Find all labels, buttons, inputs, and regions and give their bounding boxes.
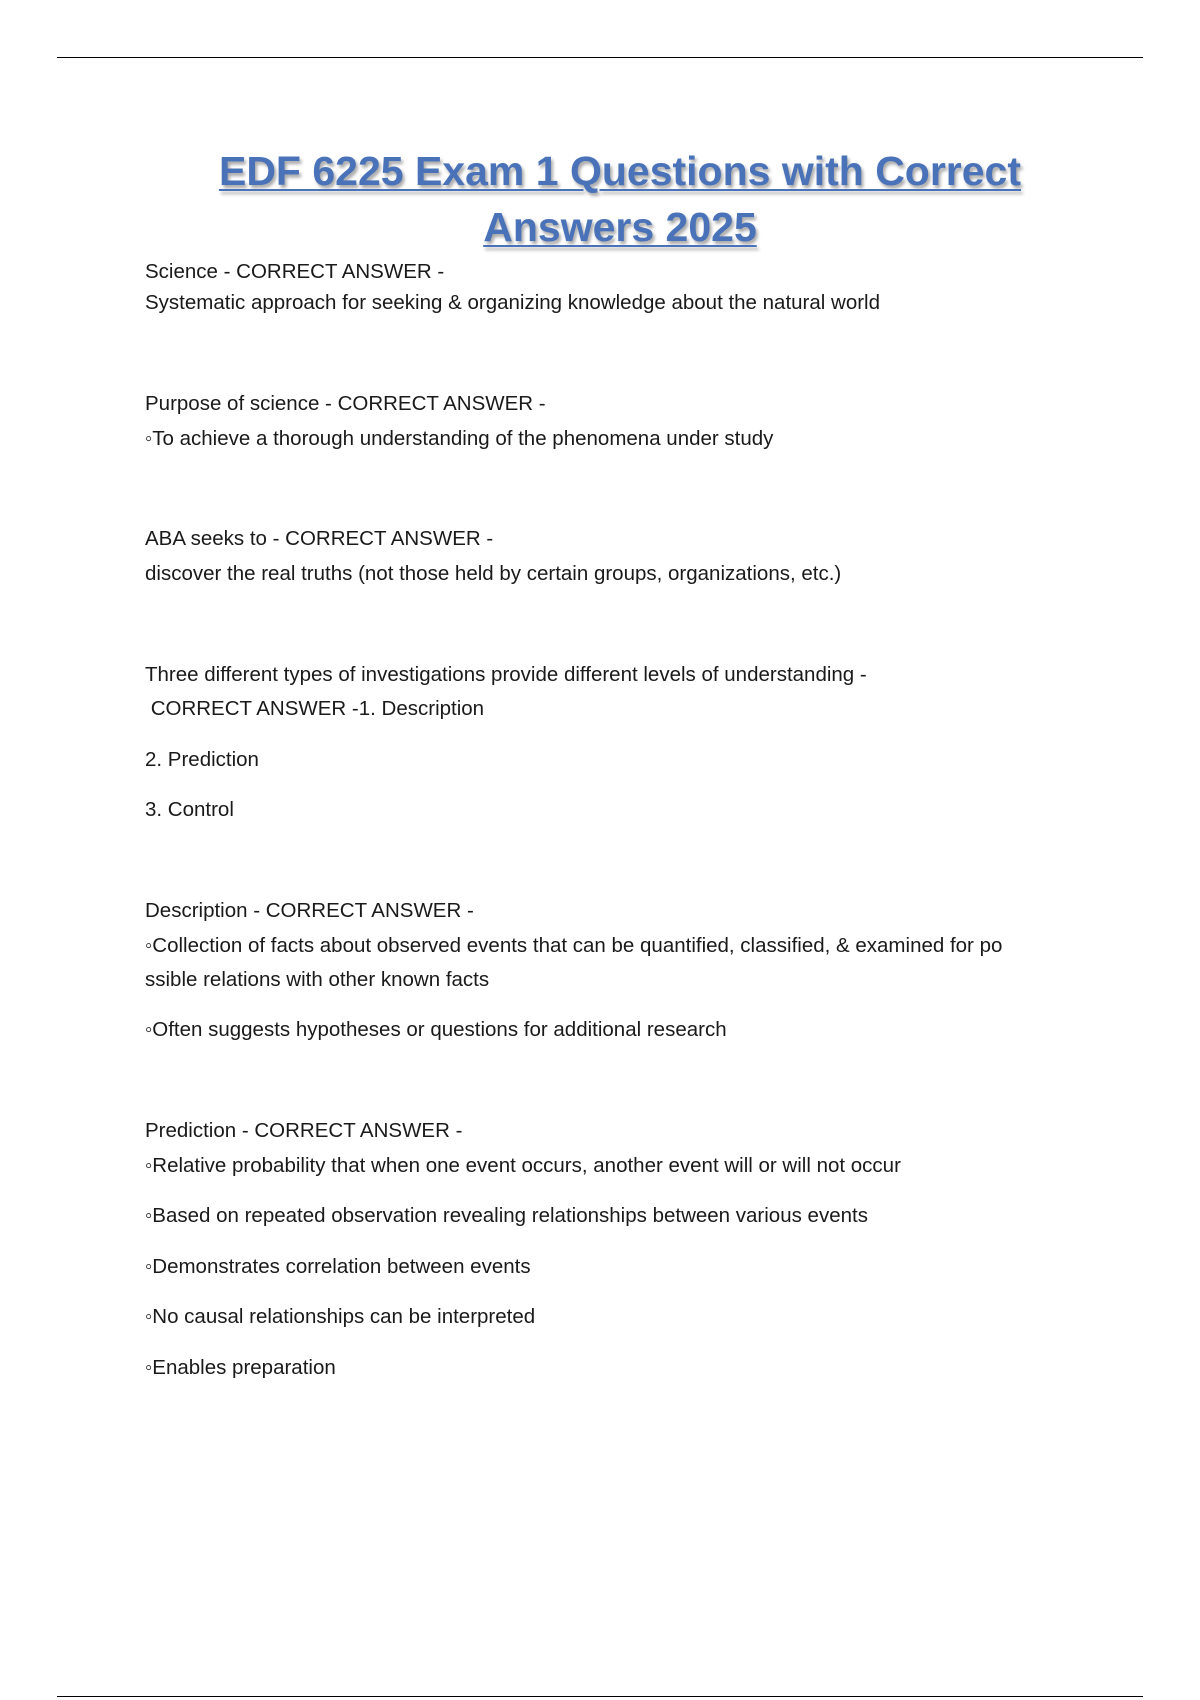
question-aba-seeks-to: ABA seeks to - CORRECT ANSWER -	[145, 527, 494, 550]
answer-description-1b: ssible relations with other known facts	[145, 968, 490, 991]
title-line-2: Answers 2025	[483, 204, 757, 250]
question-description: Description - CORRECT ANSWER -	[145, 899, 474, 922]
answer-description-1a: ◦Collection of facts about observed events that can be quantified, classified, & examined for po	[145, 934, 1003, 957]
answer-prediction-3: ◦Demonstrates correlation between events	[145, 1255, 531, 1278]
answer-prediction-2: ◦Based on repeated observation revealing relationships between various events	[145, 1204, 868, 1227]
answer-three-types-1: CORRECT ANSWER -1. Description	[145, 697, 485, 720]
answer-purpose-of-science: ◦To achieve a thorough understanding of the phenomena under study	[145, 427, 774, 450]
answer-aba-seeks-to: discover the real truths (not those held by certain groups, organizations, etc.)	[145, 562, 842, 585]
title-line-1: EDF 6225 Exam 1 Questions with Correct	[218, 148, 1022, 194]
answer-three-types-3: 3. Control	[145, 798, 234, 821]
question-prediction: Prediction - CORRECT ANSWER -	[145, 1119, 463, 1142]
bottom-rule	[57, 1696, 1143, 1697]
answer-science: Systematic approach for seeking & organizing knowledge about the natural world	[145, 291, 881, 314]
document-title	[120, 143, 1120, 255]
answer-prediction-4: ◦No causal relationships can be interpreted	[145, 1305, 536, 1328]
answer-description-2: ◦Often suggests hypotheses or questions for additional research	[145, 1018, 727, 1041]
answer-prediction-5: ◦Enables preparation	[145, 1356, 336, 1379]
question-purpose-of-science: Purpose of science - CORRECT ANSWER -	[145, 392, 546, 415]
answer-three-types-2: 2. Prediction	[145, 748, 259, 771]
question-science: Science - CORRECT ANSWER -	[145, 260, 445, 283]
top-rule	[57, 57, 1143, 58]
answer-prediction-1: ◦Relative probability that when one event occurs, another event will or will not occur	[145, 1154, 901, 1177]
question-three-types: Three different types of investigations provide different levels of understanding -	[145, 663, 867, 686]
